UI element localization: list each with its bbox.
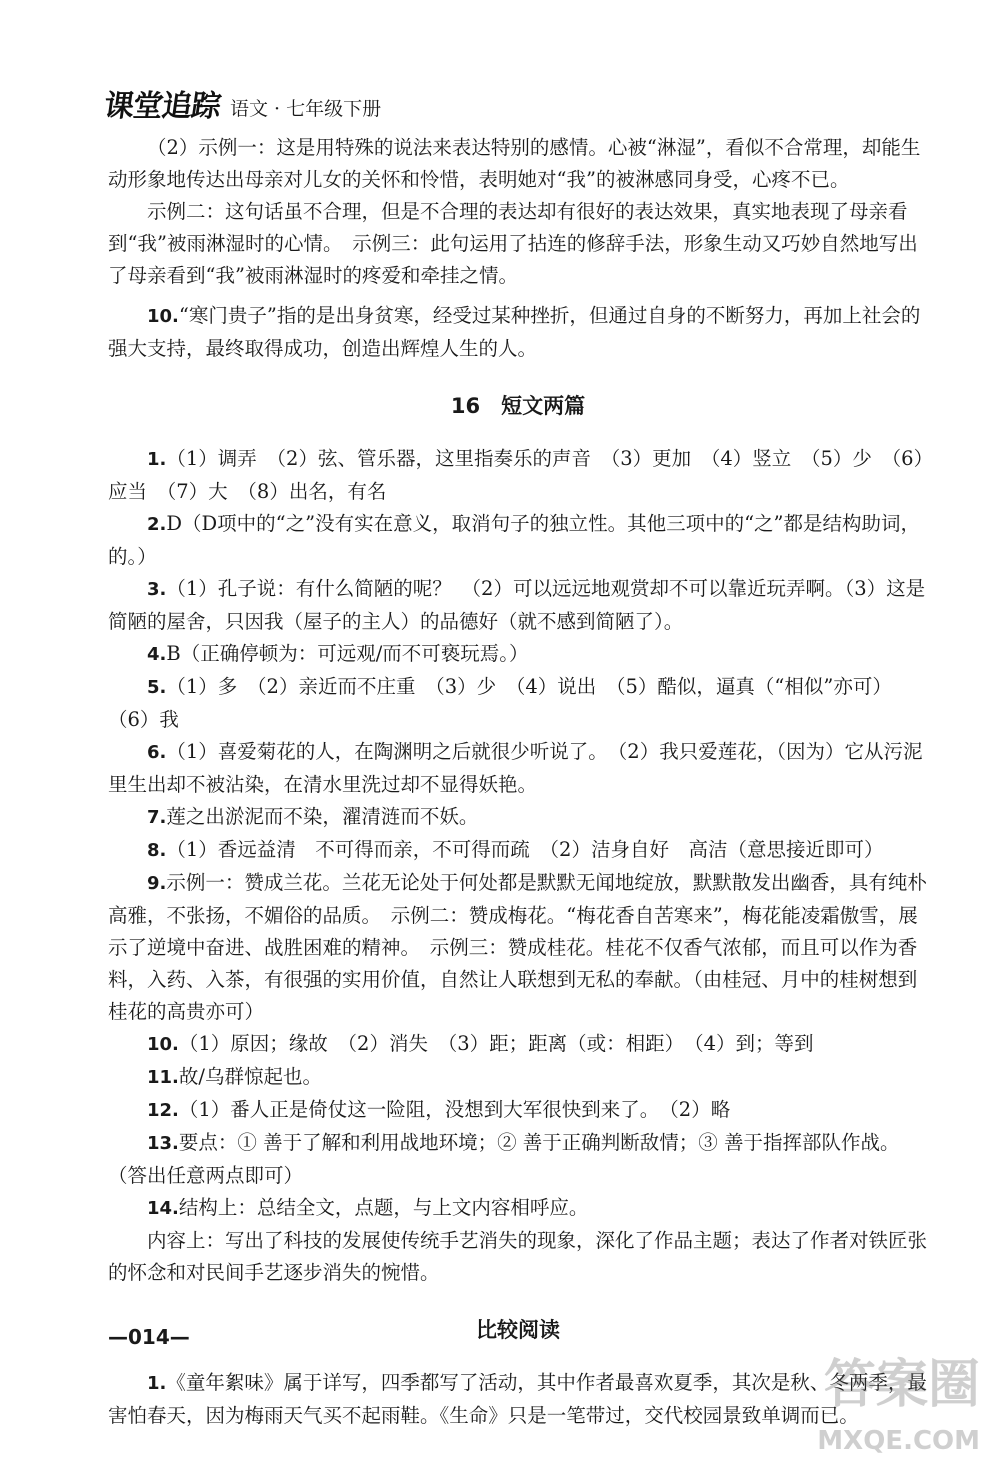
item-number: 3. (147, 579, 167, 600)
answer-item (108, 736, 928, 801)
item-text: 莲之出淤泥而不染，濯清涟而不妖。 (166, 805, 479, 828)
subject-title: 语文 · 七年级下册 (230, 98, 382, 120)
paragraph: 内容上：写出了科技的发展使传统手艺消失的现象，深化了作品主题；表达了作者对铁匠张的怀念和对民间手艺逐步消失的惋惜。 (108, 1229, 928, 1284)
item-text: D（D项中的“之”没有实在意义，取消句子的独立性。其他三项中的“之”都是结构助词，的。） (108, 512, 921, 568)
item-text: 示例一：赞成兰花。兰花无论处于何处都是默默无闻地绽放，默默散发出幽香，具有纯朴高雅，不张扬，不媚俗的品质。 示例二：赞成梅花。“梅花香自苦寒来”，梅花能凌霜傲雪，展示了逆境中奋进、战胜困难的精神。 示例三：赞成桂花。桂花不仅香气浓郁，而且可以作为香料，入药、入茶，有很强的实用价值，自然让人联想到无私的奉献。（由桂冠、月中的桂树想到桂花的高贵亦可） (108, 871, 927, 1023)
answer-item (108, 508, 928, 573)
item-number: 1. (147, 1373, 167, 1394)
watermark-url: MXQE.COM (817, 1426, 980, 1456)
item-number: 6. (147, 742, 167, 763)
item-number: 2. (147, 514, 167, 535)
item-number: 1. (147, 449, 167, 470)
paragraph: （2）示例一：这是用特殊的说法来表达特别的感情。心被“淋湿”，看似不合常理，却能生动形象地传达出母亲对儿女的关怀和怜惜，表明她对“我”的被淋感同身受，心疼不已。 (108, 136, 921, 191)
answer-item (108, 1061, 928, 1094)
brand-title: 课堂追踪 (101, 89, 223, 124)
item-text: （1）调弄 （2）弦、管乐器，这里指奏乐的声音 （3）更加 （4）竖立 （5）少 （6）应当 （7）大 （8）出名，有名 (108, 447, 924, 503)
page-header (101, 86, 382, 124)
answer-item (108, 1028, 928, 1061)
item-text: （1）原因；缘故 （2）消失 （3）距；距离（或：相距） （4）到；等到 (178, 1032, 814, 1055)
item-text: “寒门贵子”指的是出身贫寒，经受过某种挫折，但通过自身的不断努力，再加上社会的强大支持，最终取得成功，创造出辉煌人生的人。 (108, 304, 921, 360)
item-text: 结构上：总结全文，点题，与上文内容相呼应。 (178, 1196, 589, 1219)
answer-item (108, 1094, 928, 1127)
answer-item (108, 638, 928, 671)
paragraph: 示例二：这句话虽不合理，但是不合理的表达却有很好的表达效果，真实地表现了母亲看到“我”被雨淋湿时的心情。 示例三：此句运用了拈连的修辞手法，形象生动又巧妙自然地写出了母亲看到“我”被雨淋湿时的疼爱和牵挂之情。 (108, 200, 918, 287)
item-text: （1）多 （2）亲近而不庄重 （3）少 （4）说出 （5）酷似，逼真（“相似”亦可） （6）我 (108, 675, 902, 731)
answer-item (108, 1192, 928, 1225)
answer-item (108, 834, 928, 867)
item-number: 4. (147, 644, 167, 665)
item-number: 13. (147, 1133, 179, 1154)
answer-item (108, 300, 928, 365)
item-text: 故/乌群惊起也。 (178, 1065, 322, 1088)
item-number: 7. (147, 807, 167, 828)
item-number: 10. (147, 1034, 179, 1055)
page-content (108, 132, 928, 1432)
answer-item (108, 671, 928, 736)
answer-item (108, 1127, 928, 1192)
answer-item (108, 867, 928, 1028)
section-title: 16 短文两篇 (450, 394, 586, 418)
item-number: 8. (147, 840, 167, 861)
answer-item (108, 443, 928, 508)
item-text: （1）孔子说：有什么简陋的呢？ （2）可以远远地观赏却不可以靠近玩弄啊。（3）这是简陋的屋舍，只因我（屋子的主人）的品德好（就不感到简陋了）。 (108, 577, 926, 633)
item-number: 12. (147, 1100, 179, 1121)
item-number: 11. (147, 1067, 179, 1088)
page-number: —014— (108, 1325, 190, 1349)
item-number: 5. (147, 677, 167, 698)
item-text: 要点：① 善于了解和利用战地环境；② 善于正确判断敌情；③ 善于指挥部队作战。（答出任意两点即可） (108, 1131, 900, 1187)
item-text: （1）喜爱菊花的人，在陶渊明之后就很少听说了。 （2）我只爱莲花，（因为）它从污泥里生出却不被沾染，在清水里洗过却不显得妖艳。 (108, 740, 923, 796)
answer-item (108, 801, 928, 834)
item-number: 10. (147, 306, 179, 327)
item-text: 《童年絮味》属于详写，四季都写了活动，其中作者最喜欢夏季，其次是秋、冬两季，最害怕春天，因为梅雨天气买不起雨鞋。《生命》只是一笔带过，交代校园景致单调而已。 (108, 1371, 927, 1427)
item-number: 9. (147, 873, 167, 894)
item-text: （1）番人正是倚仗这一险阻，没想到大军很快到来了。 （2）略 (178, 1098, 731, 1121)
item-text: B（正确停顿为：可远观/而不可亵玩焉。） (166, 642, 529, 665)
watermark (790, 1340, 980, 1460)
item-text: （1）香远益清 不可得而亲，不可得而疏 （2）洁身自好 高洁（意思接近即可） (166, 838, 884, 861)
item-number: 14. (147, 1198, 179, 1219)
watermark-text: 答案圈 (823, 1355, 980, 1415)
answer-item (108, 573, 928, 638)
section-title: 比较阅读 (476, 1318, 560, 1342)
